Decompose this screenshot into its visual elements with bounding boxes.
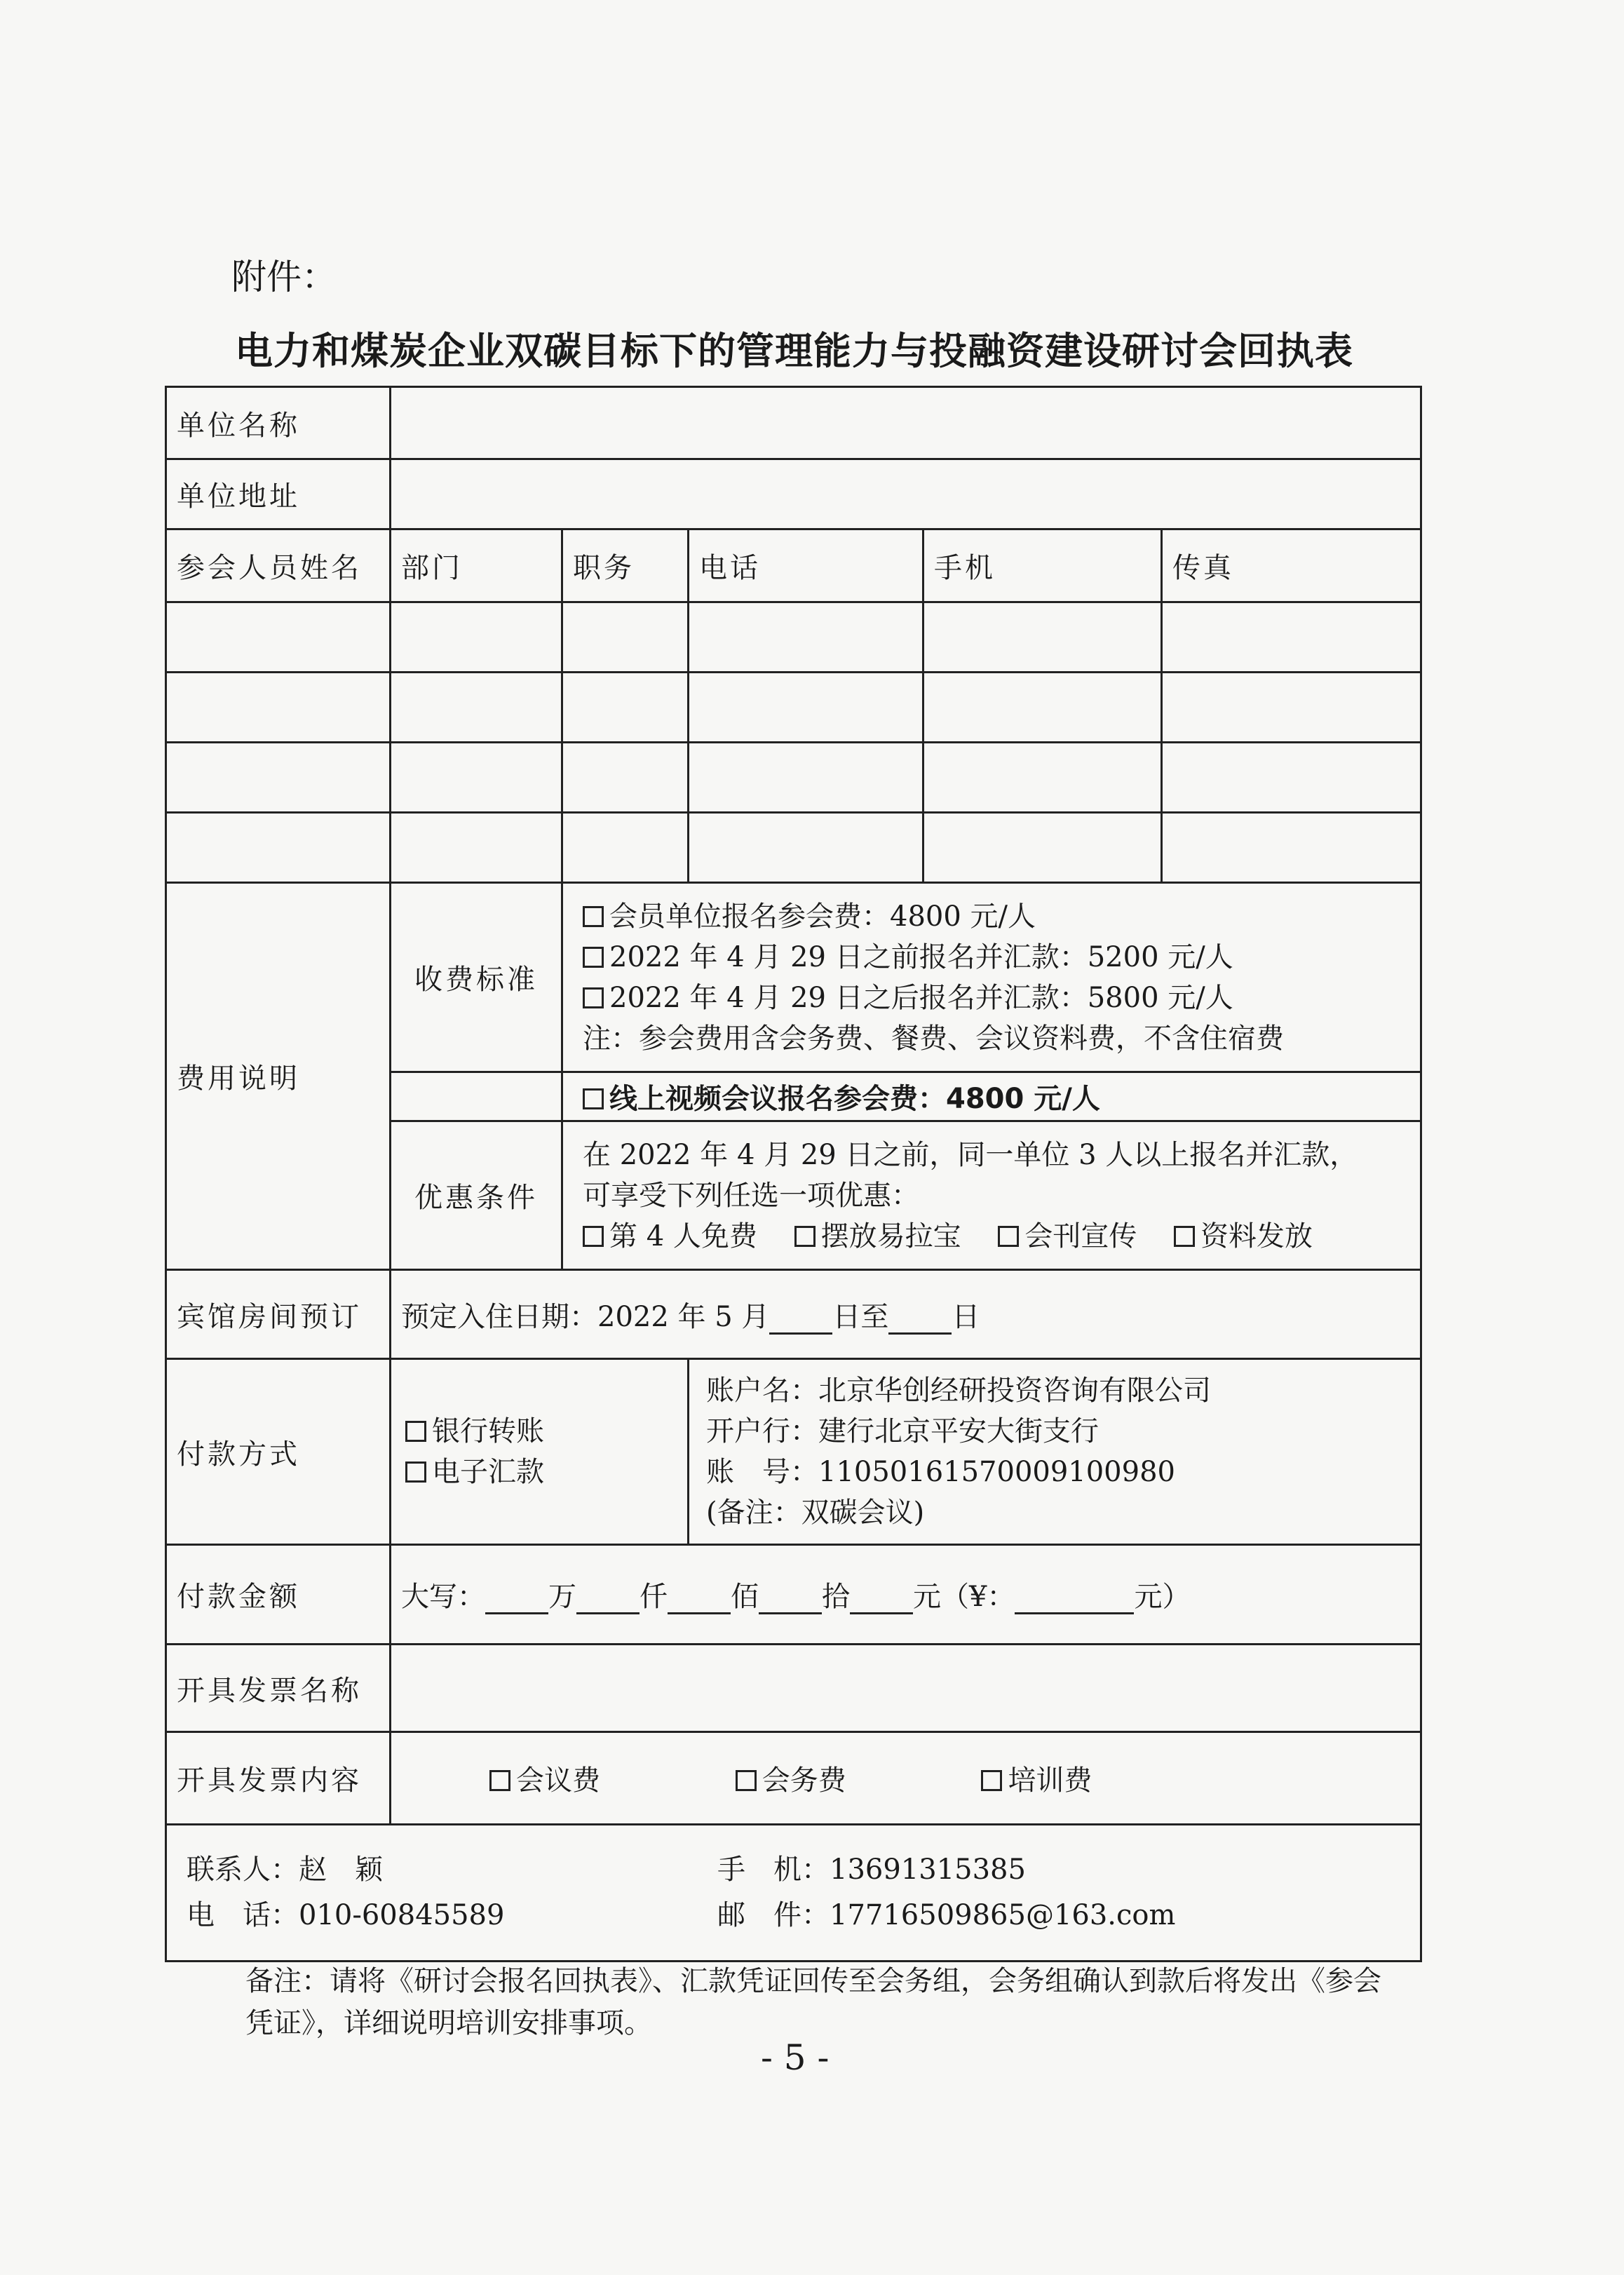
mobile-header: 手机 bbox=[923, 529, 1162, 602]
fax-header: 传真 bbox=[1162, 529, 1421, 602]
attendee-cell[interactable] bbox=[1162, 813, 1421, 883]
contact-tel: 电 话：010-60845589 bbox=[187, 1899, 505, 1931]
yuan-blank[interactable] bbox=[850, 1588, 913, 1614]
attendee-cell[interactable] bbox=[562, 673, 689, 743]
attendee-cell[interactable] bbox=[562, 602, 689, 673]
attendee-row bbox=[166, 602, 1421, 673]
phone-header: 电话 bbox=[689, 529, 923, 602]
hotel-prefix: 预定入住日期：2022 年 5 月 bbox=[401, 1300, 770, 1333]
attendee-cell[interactable] bbox=[562, 813, 689, 883]
attendee-cell[interactable] bbox=[391, 813, 562, 883]
discount-option: 第 4 人免费 bbox=[609, 1220, 757, 1253]
attendee-cell[interactable] bbox=[391, 743, 562, 813]
checkbox[interactable] bbox=[489, 1770, 510, 1791]
contact-mobile: 手 机：13691315385 bbox=[717, 1854, 1026, 1886]
row-invoice-content bbox=[166, 1732, 1421, 1825]
qian-blank[interactable] bbox=[576, 1588, 640, 1614]
invoice-name-label: 开具发票名称 bbox=[166, 1645, 391, 1732]
fee-note: 注：参会费用含会务费、餐费、会议资料费，不含住宿费 bbox=[583, 1022, 1284, 1055]
unit-address-field[interactable] bbox=[391, 459, 1421, 529]
attendee-cell[interactable] bbox=[166, 602, 391, 673]
contact-person: 联系人：赵 颖 bbox=[187, 1854, 383, 1886]
contact-email[interactable]: 邮 件：17716509865@163.com bbox=[717, 1899, 1176, 1931]
amount-cell bbox=[391, 1545, 1421, 1645]
payment-remark: (备注：双碳会议) bbox=[706, 1497, 925, 1529]
hotel-label: 宾馆房间预订 bbox=[166, 1270, 391, 1359]
unit-name-label: 单位名称 bbox=[166, 387, 391, 459]
amount-yuan: 元（¥： bbox=[913, 1581, 1015, 1613]
account-name: 账户名：北京华创经研投资咨询有限公司 bbox=[706, 1375, 1211, 1407]
amount-yuan-end: 元） bbox=[1134, 1581, 1191, 1613]
discount-text-1: 在 2022 年 4 月 29 日之前，同一单位 3 人以上报名并汇款， bbox=[583, 1138, 1358, 1171]
hotel-mid: 日至 bbox=[832, 1300, 889, 1333]
row-unit-name bbox=[166, 387, 1421, 459]
fee-standard-label-continued bbox=[391, 1072, 562, 1121]
checkbox[interactable] bbox=[998, 1226, 1019, 1247]
attendee-cell[interactable] bbox=[923, 602, 1162, 673]
attendee-cell[interactable] bbox=[923, 813, 1162, 883]
invoice-option: 会务费 bbox=[762, 1764, 846, 1797]
checkbox[interactable] bbox=[583, 906, 604, 927]
fee-option: 2022 年 4 月 29 日之前报名并汇款：5200 元/人 bbox=[609, 940, 1233, 973]
hotel-cell bbox=[391, 1270, 1421, 1359]
invoice-content-label: 开具发票内容 bbox=[166, 1732, 391, 1825]
checkbox[interactable] bbox=[583, 947, 604, 968]
discount-text-2: 可享受下列任选一项优惠： bbox=[583, 1179, 919, 1212]
payment-method-label: 付款方式 bbox=[166, 1359, 391, 1545]
shi-blank[interactable] bbox=[759, 1588, 822, 1614]
amount-qian: 仟 bbox=[640, 1581, 668, 1613]
fee-option: 2022 年 4 月 29 日之后报名并汇款：5800 元/人 bbox=[609, 981, 1233, 1014]
attendee-row bbox=[166, 813, 1421, 883]
attendee-cell[interactable] bbox=[1162, 673, 1421, 743]
discount-label: 优惠条件 bbox=[391, 1121, 562, 1270]
online-fee-option: 线上视频会议报名参会费：4800 元/人 bbox=[609, 1083, 1100, 1115]
checkbox[interactable] bbox=[583, 1226, 604, 1247]
amount-daxie: 大写： bbox=[401, 1581, 485, 1613]
payment-options-cell bbox=[391, 1359, 689, 1545]
amount-shi: 拾 bbox=[822, 1581, 850, 1613]
attendee-cell[interactable] bbox=[923, 673, 1162, 743]
online-fee-cell bbox=[562, 1072, 1421, 1121]
registration-form-table bbox=[165, 386, 1422, 1962]
attachment-label: 附件： bbox=[231, 257, 337, 297]
row-unit-address bbox=[166, 459, 1421, 529]
attendee-cell[interactable] bbox=[1162, 743, 1421, 813]
wan-blank[interactable] bbox=[485, 1588, 548, 1614]
attendee-cell[interactable] bbox=[562, 743, 689, 813]
attendee-cell[interactable] bbox=[391, 673, 562, 743]
page-number: - 5 - bbox=[761, 2037, 830, 2078]
attendee-cell[interactable] bbox=[689, 673, 923, 743]
fee-standard-label: 收费标准 bbox=[391, 883, 562, 1072]
bank-name: 开户行：建行北京平安大街支行 bbox=[706, 1415, 1099, 1447]
fee-standard-cell bbox=[562, 883, 1421, 1072]
contact-cell bbox=[166, 1825, 1421, 1962]
hotel-suffix: 日 bbox=[952, 1300, 980, 1333]
amount-bai: 佰 bbox=[731, 1581, 759, 1613]
checkbox[interactable] bbox=[405, 1461, 426, 1483]
discount-option: 资料发放 bbox=[1200, 1220, 1313, 1253]
payment-option: 电子汇款 bbox=[432, 1456, 544, 1488]
attendee-cell[interactable] bbox=[923, 743, 1162, 813]
checkbox[interactable] bbox=[405, 1421, 426, 1442]
amount-label: 付款金额 bbox=[166, 1545, 391, 1645]
attendee-cell[interactable] bbox=[689, 813, 923, 883]
attendee-name-header: 参会人员姓名 bbox=[166, 529, 391, 602]
checkbox[interactable] bbox=[794, 1226, 816, 1247]
attendee-cell[interactable] bbox=[689, 743, 923, 813]
attendee-cell[interactable] bbox=[166, 813, 391, 883]
unit-address-label: 单位地址 bbox=[166, 459, 391, 529]
attendee-cell[interactable] bbox=[689, 602, 923, 673]
unit-name-field[interactable] bbox=[391, 387, 1421, 459]
row-amount bbox=[166, 1545, 1421, 1645]
row-contact bbox=[166, 1825, 1421, 1962]
row-hotel bbox=[166, 1270, 1421, 1359]
row-attendee-header bbox=[166, 529, 1421, 602]
yen-amount-blank[interactable] bbox=[1015, 1588, 1134, 1614]
attendee-row bbox=[166, 743, 1421, 813]
bai-blank[interactable] bbox=[668, 1588, 731, 1614]
form-title: 电力和煤炭企业双碳目标下的管理能力与投融资建设研讨会回执表 bbox=[235, 329, 1353, 373]
amount-wan: 万 bbox=[548, 1581, 576, 1613]
position-header: 职务 bbox=[562, 529, 689, 602]
account-number: 账 号：11050161570009100980 bbox=[706, 1456, 1175, 1488]
checkbox[interactable] bbox=[736, 1770, 757, 1791]
checkbox[interactable] bbox=[981, 1770, 1002, 1791]
invoice-option: 会议费 bbox=[516, 1764, 600, 1797]
attendee-cell[interactable] bbox=[166, 673, 391, 743]
footer-note: 备注：请将《研讨会报名回执表》、汇款凭证回传至会务组，会务组确认到款后将发出《参会凭证》，详细说明培训安排事项。 bbox=[245, 1965, 1381, 2039]
row-fee-standard bbox=[166, 883, 1421, 1072]
discount-option: 会刊宣传 bbox=[1024, 1220, 1137, 1253]
discount-cell bbox=[562, 1121, 1421, 1270]
discount-option: 摆放易拉宝 bbox=[820, 1220, 961, 1253]
attendee-row bbox=[166, 673, 1421, 743]
invoice-name-field[interactable] bbox=[391, 1645, 1421, 1732]
invoice-option: 培训费 bbox=[1008, 1764, 1092, 1797]
bank-info-cell bbox=[689, 1359, 1421, 1545]
department-header: 部门 bbox=[391, 529, 562, 602]
invoice-content-cell bbox=[391, 1732, 1421, 1825]
payment-option: 银行转账 bbox=[432, 1415, 544, 1447]
attendee-cell[interactable] bbox=[166, 743, 391, 813]
checkbox[interactable] bbox=[583, 987, 604, 1008]
fee-description-label: 费用说明 bbox=[166, 883, 391, 1270]
fee-option: 会员单位报名参会费：4800 元/人 bbox=[609, 900, 1036, 933]
checkin-day-blank[interactable] bbox=[769, 1309, 832, 1335]
row-invoice-name bbox=[166, 1645, 1421, 1732]
checkbox[interactable] bbox=[583, 1088, 604, 1109]
checkbox[interactable] bbox=[1174, 1226, 1195, 1247]
attendee-cell[interactable] bbox=[1162, 602, 1421, 673]
checkout-day-blank[interactable] bbox=[888, 1309, 952, 1335]
attendee-cell[interactable] bbox=[391, 602, 562, 673]
row-payment bbox=[166, 1359, 1421, 1545]
